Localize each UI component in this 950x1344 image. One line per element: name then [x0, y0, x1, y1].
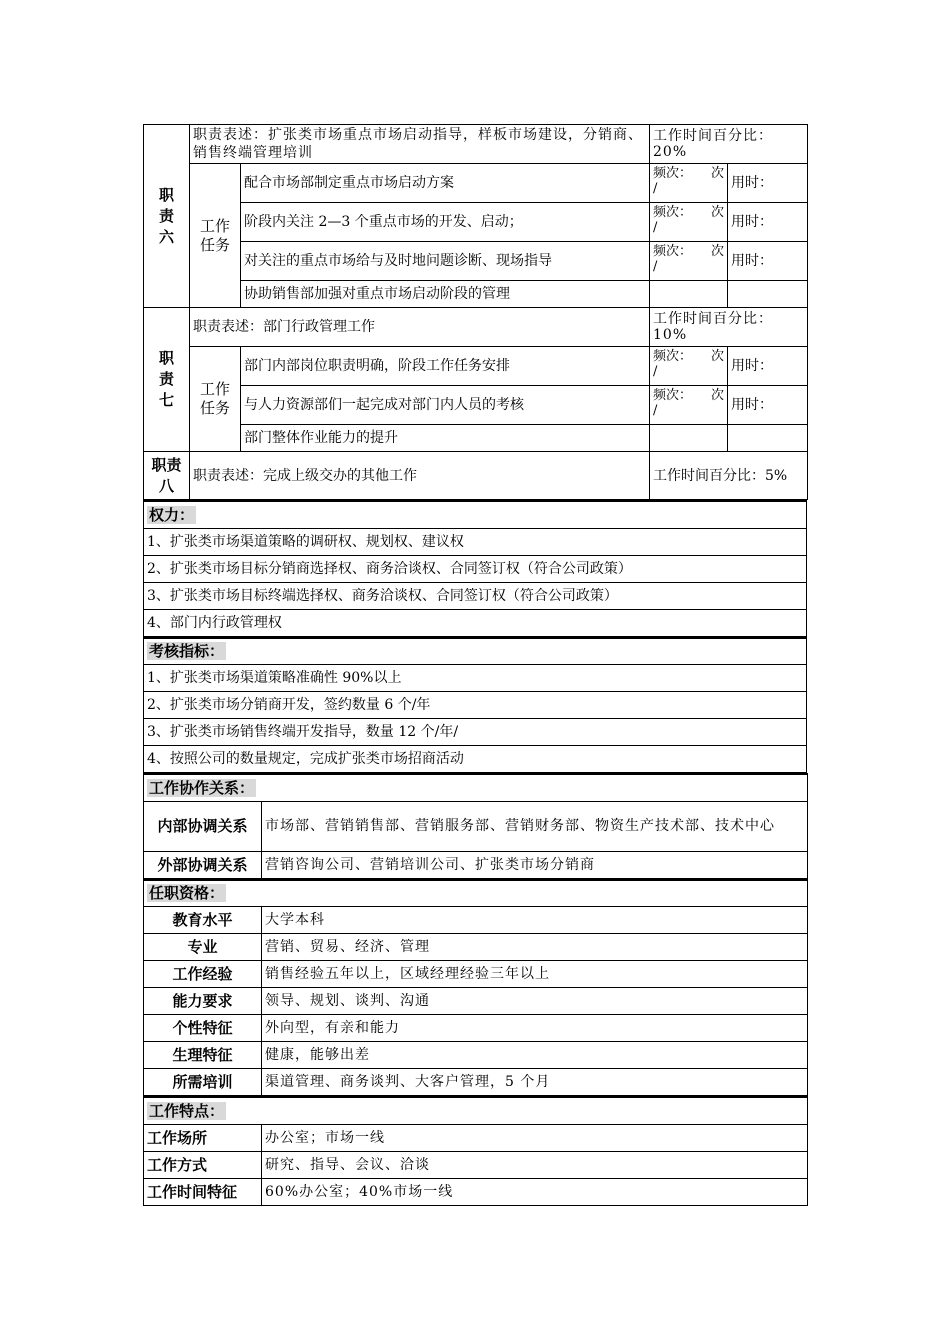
qual-label: 生理特征	[144, 1042, 262, 1069]
kpi-item: 4、按照公司的数量规定，完成扩张类市场招商活动	[144, 746, 807, 773]
feat-label: 工作场所	[144, 1124, 262, 1151]
duty6-task-2: 阶段内关注 2—3 个重点市场的开发、启动；	[241, 203, 650, 242]
duty6-task-3: 对关注的重点市场给与及时地问题诊断、现场指导	[241, 242, 650, 281]
kpi-item: 2、扩张类市场分销商开发，签约数量 6 个/年	[144, 692, 807, 719]
duty7-task-3: 部门整体作业能力的提升	[241, 425, 650, 452]
duty7-task-label: 工作任务	[190, 347, 241, 452]
usage-cell: 用时：	[728, 164, 808, 203]
qual-value: 大学本科	[262, 907, 808, 934]
external-coop-value: 营销咨询公司、营销培训公司、扩张类市场分销商	[262, 851, 808, 878]
qual-value: 领导、规划、谈判、沟通	[262, 988, 808, 1015]
duty7-desc: 职责表述：部门行政管理工作	[190, 308, 650, 347]
duty7-pct: 工作时间百分比：10%	[650, 308, 808, 347]
duty6-task-4: 协助销售部加强对重点市场启动阶段的管理	[241, 281, 650, 308]
coop-title: 工作协作关系：	[144, 774, 808, 801]
qual-title: 任职资格：	[144, 880, 808, 907]
qualification-table	[143, 879, 808, 1097]
usage-cell: 用时：	[728, 242, 808, 281]
power-item: 4、部门内行政管理权	[144, 609, 807, 636]
power-item: 2、扩张类市场目标分销商选择权、商务洽谈权、合同签订权（符合公司政策）	[144, 555, 807, 582]
kpi-title: 考核指标：	[144, 638, 807, 665]
internal-coop-value: 市场部、营销销售部、营销服务部、营销财务部、物资生产技术部、技术中心	[262, 801, 808, 851]
internal-coop-label: 内部协调关系	[144, 801, 262, 851]
feat-value: 研究、指导、会议、洽谈	[262, 1151, 808, 1178]
duty8-label: 职责八	[144, 452, 190, 500]
duty6-pct: 工作时间百分比：20%	[650, 125, 808, 164]
qual-value: 外向型，有亲和能力	[262, 1015, 808, 1042]
power-item: 3、扩张类市场目标终端选择权、商务洽谈权、合同签订权（符合公司政策）	[144, 582, 807, 609]
qual-label: 所需培训	[144, 1069, 262, 1096]
feat-value: 办公室；市场一线	[262, 1124, 808, 1151]
duty6-task-1: 配合市场部制定重点市场启动方案	[241, 164, 650, 203]
qual-value: 销售经验五年以上，区域经理经验三年以上	[262, 961, 808, 988]
duty7-task-1: 部门内部岗位职责明确，阶段工作任务安排	[241, 347, 650, 386]
qual-label: 工作经验	[144, 961, 262, 988]
usage-cell: 用时：	[728, 386, 808, 425]
power-item: 1、扩张类市场渠道策略的调研权、规划权、建议权	[144, 528, 807, 555]
power-table	[143, 500, 807, 637]
usage-cell: 用时：	[728, 203, 808, 242]
feat-title: 工作特点：	[144, 1097, 808, 1124]
kpi-item: 3、扩张类市场销售终端开发指导，数量 12 个/年/	[144, 719, 807, 746]
duty6-task-label: 工作任务	[190, 164, 241, 308]
qual-label: 教育水平	[144, 907, 262, 934]
coop-table	[143, 773, 808, 879]
duty6-desc: 职责表述：扩张类市场重点市场启动指导，样板市场建设，分销商、销售终端管理培训	[190, 125, 650, 164]
power-title: 权力：	[144, 501, 807, 528]
qual-value: 健康，能够出差	[262, 1042, 808, 1069]
freq-cell: 频次： 次 /	[650, 242, 728, 281]
qual-label: 专业	[144, 934, 262, 961]
feat-label: 工作时间特征	[144, 1178, 262, 1205]
duty8-pct: 工作时间百分比：5%	[650, 452, 808, 500]
duty8-desc: 职责表述：完成上级交办的其他工作	[190, 452, 650, 500]
duty7-label: 职责七	[144, 308, 190, 452]
duties-table	[143, 124, 808, 500]
work-features-table	[143, 1096, 808, 1206]
qual-value: 渠道管理、商务谈判、大客户管理，5 个月	[262, 1069, 808, 1096]
freq-cell: 频次： 次 /	[650, 164, 728, 203]
duty6-label: 职责六	[144, 125, 190, 308]
external-coop-label: 外部协调关系	[144, 851, 262, 878]
freq-cell: 频次： 次 /	[650, 347, 728, 386]
kpi-table	[143, 637, 807, 774]
feat-value: 60%办公室；40%市场一线	[262, 1178, 808, 1205]
usage-cell: 用时：	[728, 347, 808, 386]
kpi-item: 1、扩张类市场渠道策略准确性 90%以上	[144, 665, 807, 692]
feat-label: 工作方式	[144, 1151, 262, 1178]
qual-label: 个性特征	[144, 1015, 262, 1042]
duty7-task-2: 与人力资源部们一起完成对部门内人员的考核	[241, 386, 650, 425]
job-description-page	[143, 124, 807, 1206]
qual-value: 营销、贸易、经济、管理	[262, 934, 808, 961]
freq-cell: 频次： 次 /	[650, 386, 728, 425]
freq-cell: 频次： 次 /	[650, 203, 728, 242]
qual-label: 能力要求	[144, 988, 262, 1015]
